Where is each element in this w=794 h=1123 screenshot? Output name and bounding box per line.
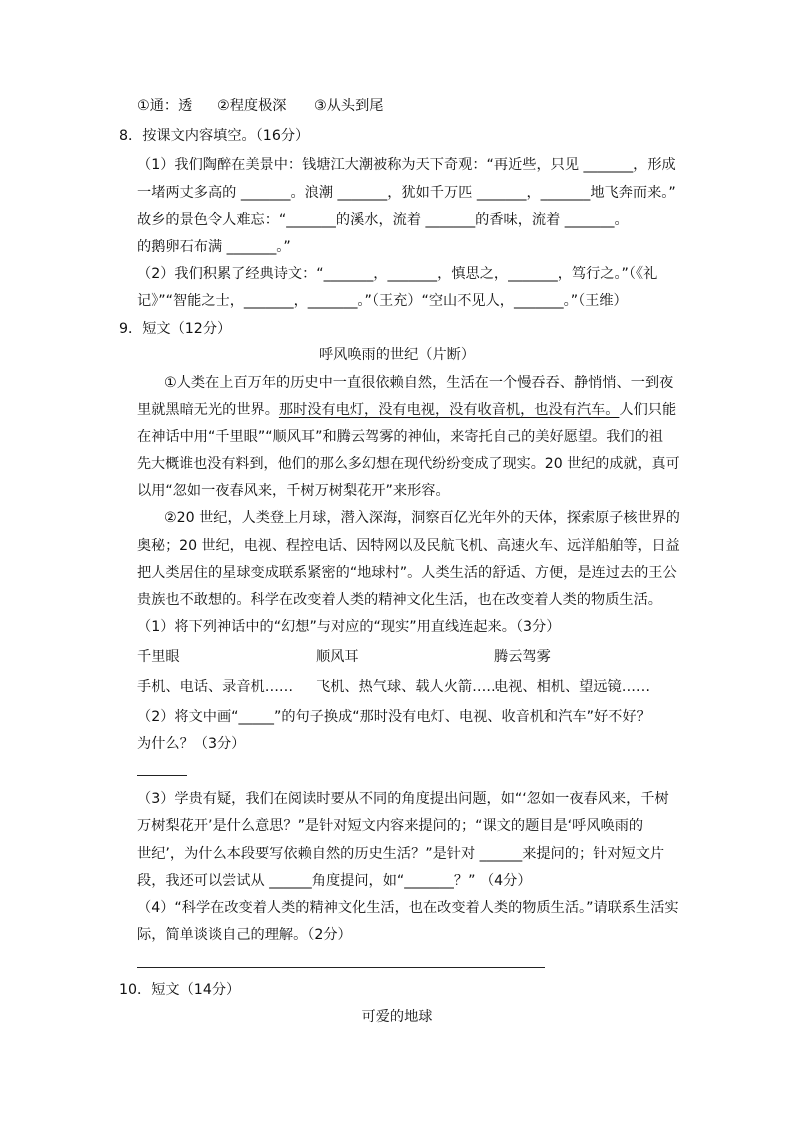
q9-sub3-line4: 段，我还可以尝试从 ______角度提问，如“_______？” （4分） [137, 873, 532, 889]
q9-sub4-line1: （4）“科学在改变着人类的精神文化生活，也在改变着人类的物质生活。”请联系生活实 [137, 900, 679, 916]
q7-option-b: ②程度极深 [217, 98, 287, 114]
q9-para2-line1: ②20 世纪，人类登上月球，潜入深海，洞察百亿光年外的天体，探索原子核世界的 [164, 510, 680, 526]
q9-sub2-line2: 为什么？（3分） [137, 736, 246, 752]
q9-para1-line2-end: 人们只能 [619, 402, 677, 418]
q8-part1-line4: 的鹅卵石布满 _______。” [137, 239, 291, 255]
q8-part1-line3: 故乡的景色令人难忘：“_______的溪水，流着 _______的香味，流着 _______。 [137, 212, 629, 228]
myth-item-2: 顺风耳 [316, 649, 359, 665]
q9-para1-line1: ①人类在上百万年的历史中一直很依赖自然，生活在一个慢吞吞、静悄悄、一到夜 [164, 375, 674, 391]
q9-sub3-line3: 世纪’，为什么本段要写依赖自然的历史生活？”是针对 ______来提问的；针对短文片 [137, 846, 665, 862]
q9-para1-line2 [137, 400, 676, 420]
q8-part2-line2: 记》”“智能之士，_______，_______。”（王充）“空山不见人，_______。”（王维） [137, 293, 628, 309]
myth-item-3: 腾云驾雾 [494, 649, 551, 665]
q9-title: 9．短文（12分） [119, 321, 232, 337]
q9-para2-line3: 把人类居住的星球变成联系紧密的“地球村”。人类生活的舒适、方便，是连过去的王公 [137, 565, 677, 581]
q7-option-a: ①通：透 [137, 98, 193, 114]
reality-item-2: 飞机、热气球、载人火箭…… [316, 679, 501, 695]
q9-sub4-line2: 际，简单谈谈自己的理解。（2分） [137, 927, 352, 943]
q9-para1-line2-start: 里就黑暗无光的世界。 [137, 402, 279, 418]
myth-item-1: 千里眼 [137, 649, 180, 665]
q7-option-c: ③从头到尾 [314, 98, 384, 114]
q9-sub1-text: （1）将下列神话中的“幻想”与对应的“现实”用直线连起来。（3分） [137, 619, 561, 635]
reality-item-3: 电视、相机、望远镜…… [494, 679, 651, 695]
underlined-sentence: 那时没有电灯，没有电视，没有收音机，也没有汽车。 [278, 402, 620, 418]
q9-sub2-line1: （2）将文中画“_____”的句子换成“那时没有电灯、电视、收音机和汽车”好不好？ [137, 709, 651, 725]
q9-para2-line2: 奥秘；20 世纪，电视、程控电话、因特网以及民航飞机、高速火车、远洋船舶等，日益 [137, 538, 680, 554]
q9-para1-line5: 以用“忽如一夜春风来，千树万树梨花开”来形容。 [137, 483, 450, 499]
q10-title: 10．短文（14分） [119, 982, 241, 998]
answer-line-long[interactable] [137, 967, 545, 968]
q10-passage-title: 可爱的地球 [361, 1009, 433, 1025]
q8-part1-line1: （1）我们陶醉在美景中：钱塘江大潮被称为天下奇观：“再近些，只见 _______，形成 [137, 157, 676, 173]
q9-para2-line4: 贵族也不敢想的。科学在改变着人类的精神文化生活，也在改变着人类的物质生活。 [137, 592, 662, 608]
q9-passage-title: 呼风唤雨的世纪（片断） [318, 347, 476, 363]
q8-title: 8．按课文内容填空。（16分） [119, 128, 310, 144]
q8-part1-line2: 一堵两丈多高的 _______。浪潮 _______，犹如千万匹 _______，_______地飞奔而来。” [137, 185, 676, 201]
q9-sub3-line2: 万树梨花开’是什么意思？”是针对短文内容来提问的；“课文的题目是‘呼风唤雨的 [137, 818, 644, 834]
reality-item-1: 手机、电话、录音机…… [137, 679, 294, 695]
answer-blank-short[interactable] [137, 775, 187, 776]
q9-para1-line4: 先大概谁也没有料到，他们的那么多幻想在现代纷纷变成了现实。20 世纪的成就，真可 [137, 456, 680, 472]
q9-para1-line3: 在神话中用“千里眼”“顺风耳”和腾云驾雾的神仙，来寄托自己的美好愿望。我们的祖 [137, 429, 663, 445]
q8-part2-line1: （2）我们积累了经典诗文：“_______，_______，慎思之，_______，笃行之。”（《礼 [137, 266, 658, 282]
q9-sub3-line1: （3）学贵有疑，我们在阅读时要从不同的角度提出问题，如“‘忽如一夜春风来，千树 [137, 791, 669, 807]
